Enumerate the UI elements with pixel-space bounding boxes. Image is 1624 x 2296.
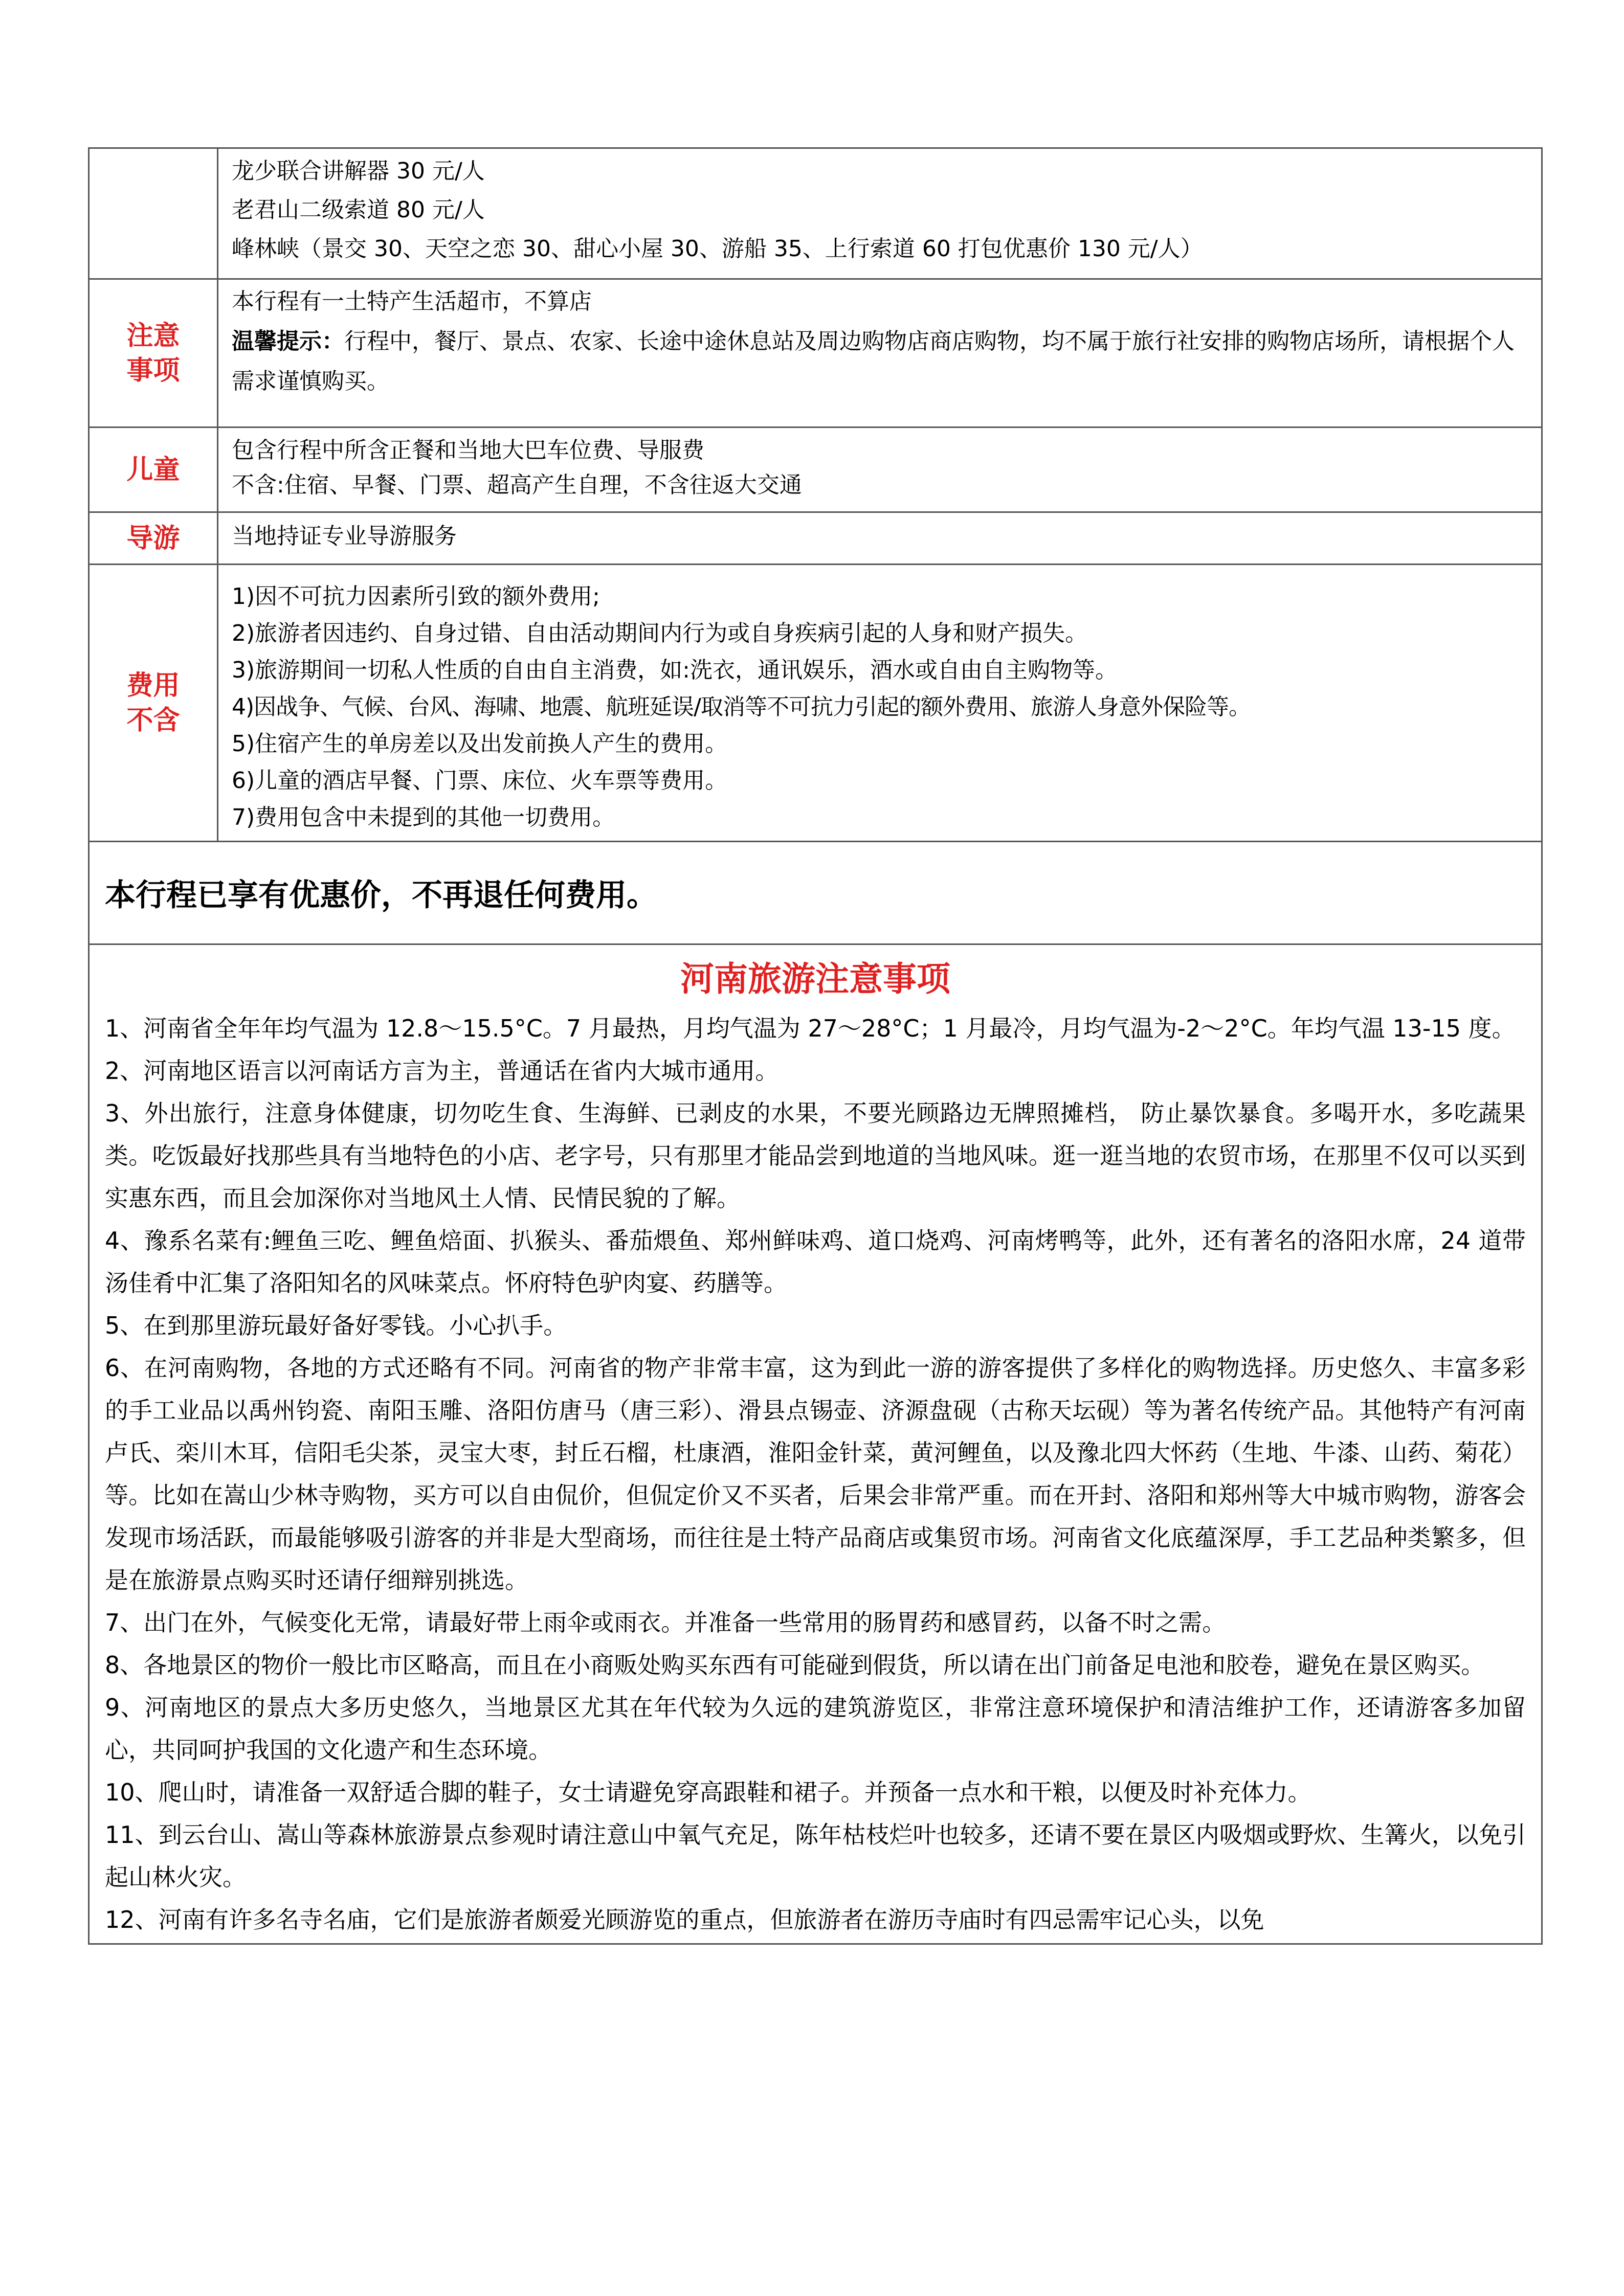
itinerary-table (88, 147, 1543, 1945)
attention-line: 本行程有一土特产生活超市，不算店 (232, 288, 592, 314)
excluded-item: 1)因不可抗力因素所引致的额外费用; (232, 583, 600, 610)
warm-tip-label: 温馨提示： (232, 328, 344, 354)
excluded-label-cell (90, 565, 218, 841)
note-item: 6、在河南购物，各地的方式还略有不同。河南省的物产非常丰富，这为到此一游的游客提供了多样化的购物选择。历史悠久、丰富多彩的手工业品以禹州钧瓷、南阳玉雕、洛阳仿唐马（唐三彩）、滑县点锡壶、济源盘砚（古称天坛砚）等为著名传统产品。其他特产有河南卢氏、栾川木耳，信阳毛尖茶，灵宝大枣，封丘石榴，杜康酒，淮阳金针菜，黄河鲤鱼，以及豫北四大怀药（生地、牛漆、山药、菊花）等。比如在嵩山少林寺购物，买方可以自由侃价，但侃定价又不买者，后果会非常严重。而在开封、洛阳和郑州等大中城市购物，游客会发现市场活跃，而最能够吸引游客的并非是大型商场，而往往是土特产品商店或集贸市场。河南省文化底蕴深厚，手工艺品种类繁多，但是在旅游景点购买时还请仔细辩别挑选。 (105, 1354, 1526, 1594)
note-item: 4、豫系名菜有:鲤鱼三吃、鲤鱼焙面、扒猴头、番茄煨鱼、郑州鲜味鸡、道口烧鸡、河南烤鸭等，此外，还有著名的洛阳水席，24 道带汤佳肴中汇集了洛阳知名的风味菜点。怀府特色驴肉宴、药膳等。 (105, 1227, 1526, 1297)
excluded-label: 费用 不含 (126, 670, 180, 736)
attention-label: 注意 事项 (126, 320, 180, 386)
children-line: 包含行程中所含正餐和当地大巴车位费、导服费 (232, 437, 704, 463)
guide-row (90, 513, 1541, 565)
note-item: 12、河南有许多名寺名庙，它们是旅游者颇爱光顾游览的重点，但旅游者在游历寺庙时有四忌需牢记心头，以免 (105, 1906, 1264, 1933)
guide-label-cell (90, 513, 218, 564)
note-item: 5、在到那里游玩最好备好零钱。小心扒手。 (105, 1312, 567, 1339)
fee-line: 老君山二级索道 80 元/人 (232, 197, 485, 223)
excluded-item: 6)儿童的酒店早餐、门票、床位、火车票等费用。 (232, 768, 728, 794)
note-item: 10、爬山时，请准备一双舒适合脚的鞋子，女士请避免穿高跟鞋和裙子。并预备一点水和干粮，以便及时补充体力。 (105, 1779, 1311, 1806)
warm-tip-text: 行程中，餐厅、景点、农家、长途中途休息站及周边购物店商店购物，均不属于旅行社安排的购物店场所，请根据个人需求谨慎购买。 (232, 328, 1515, 394)
guide-label: 导游 (126, 523, 180, 554)
attention-label-cell (90, 280, 218, 426)
note-item: 8、各地景区的物价一般比市区略高，而且在小商贩处购买东西有可能碰到假货，所以请在出门前备足电池和胶卷，避免在景区购买。 (105, 1651, 1485, 1679)
excluded-item: 5)住宿产生的单房差以及出发前换人产生的费用。 (232, 731, 728, 757)
excluded-item: 2)旅游者因违约、自身过错、自由活动期间内行为或自身疾病引起的人身和财产损失。 (232, 620, 1088, 646)
notes-content (90, 945, 1541, 1943)
children-row (90, 428, 1541, 513)
excluded-row (90, 565, 1541, 842)
note-item: 3、外出旅行，注意身体健康，切勿吃生食、生海鲜、已剥皮的水果，不要光顾路边无牌照摊档， 防止暴饮暴食。多喝开水，多吃蔬果类。吃饭最好找那些具有当地特色的小店、老字号，只有那里才能品尝到地道的当地风味。逛一逛当地的农贸市场，在那里不仅可以买到实惠东西，而且会加深你对当地风土人情、民情民貌的了解。 (105, 1099, 1526, 1212)
excluded-item: 4)因战争、气候、台风、海啸、地震、航班延误/取消等不可抗力引起的额外费用、旅游人身意外保险等。 (232, 694, 1251, 720)
notes-title: 河南旅游注意事项 (680, 959, 950, 999)
warm-tip (232, 322, 1530, 401)
optional-fees-content (218, 149, 1541, 278)
notes-list (105, 1007, 1526, 1943)
notice-row (90, 842, 1541, 945)
attention-row (90, 280, 1541, 428)
optional-fees-label-cell (90, 149, 218, 278)
children-line: 不含:住宿、早餐、门票、超高产生自理，不含往返大交通 (232, 472, 802, 498)
note-item: 7、出门在外，气候变化无常，请最好带上雨伞或雨衣。并准备一些常用的肠胃药和感冒药，以备不时之需。 (105, 1609, 1226, 1636)
note-item: 2、河南地区语言以河南话方言为主，普通话在省内大城市通用。 (105, 1057, 779, 1085)
optional-fees-row (90, 149, 1541, 280)
excluded-item: 7)费用包含中未提到的其他一切费用。 (232, 804, 615, 830)
note-item: 9、河南地区的景点大多历史悠久，当地景区尤其在年代较为久远的建筑游览区，非常注意环境保护和清洁维护工作，还请游客多加留心，共同呵护我国的文化遗产和生态环境。 (105, 1694, 1526, 1764)
attention-content (218, 280, 1541, 426)
children-label: 儿童 (126, 454, 180, 485)
fee-line: 峰林峡（景交 30、天空之恋 30、甜心小屋 30、游船 35、上行索道 60 打包优惠价 130 元/人） (232, 236, 1203, 262)
fee-line: 龙少联合讲解器 30 元/人 (232, 158, 485, 184)
children-label-cell (90, 428, 218, 511)
notes-row (90, 945, 1541, 1943)
no-refund-notice: 本行程已享有优惠价，不再退任何费用。 (105, 877, 657, 913)
note-item: 11、到云台山、嵩山等森林旅游景点参观时请注意山中氧气充足，陈年枯枝烂叶也较多，还请不要在景区内吸烟或野炊、生篝火，以免引起山林火灾。 (105, 1821, 1526, 1891)
note-item: 1、河南省全年年均气温为 12.8～15.5°C。7 月最热，月均气温为 27～28°C；1 月最冷，月均气温为-2～2°C。年均气温 13-15 度。 (105, 1015, 1516, 1042)
excluded-content (218, 565, 1541, 841)
children-content (218, 428, 1541, 511)
excluded-item: 3)旅游期间一切私人性质的自由自主消费，如:洗衣，通讯娱乐，酒水或自由自主购物等。 (232, 657, 1118, 683)
guide-content (218, 513, 1541, 564)
guide-text: 当地持证专业导游服务 (232, 523, 457, 549)
